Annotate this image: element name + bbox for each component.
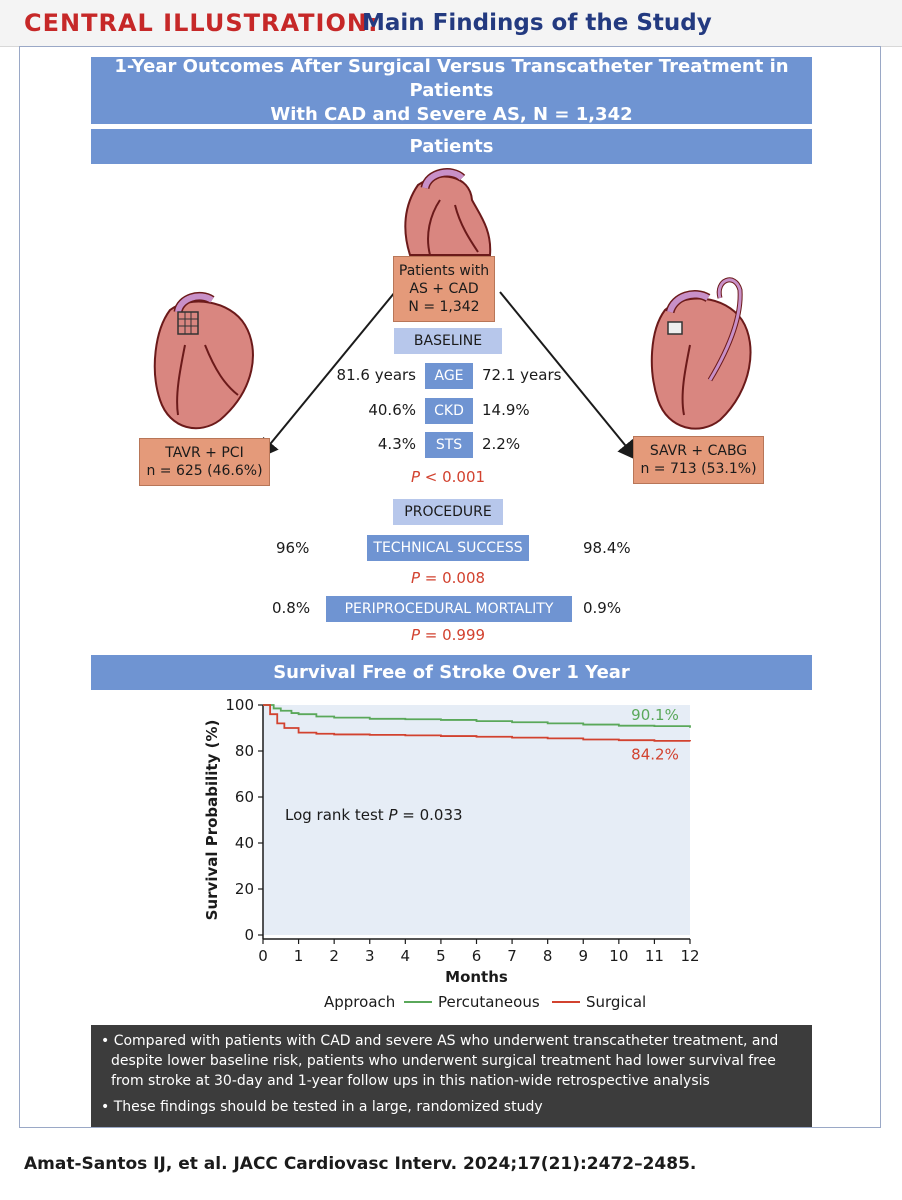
x-tick-label-2: 2: [329, 947, 339, 965]
patients-band: Patients: [91, 129, 812, 164]
legend-title: Approach: [324, 993, 396, 1011]
y-tick-label-3: 60: [234, 788, 254, 806]
technical-success-savr: 98.4%: [583, 539, 631, 557]
x-tick-label-1: 1: [293, 947, 304, 965]
x-tick-label-6: 6: [471, 947, 482, 965]
heart-stent-icon: [155, 296, 253, 428]
x-axis-label: Months: [445, 968, 508, 986]
x-tick-label-8: 8: [542, 947, 553, 965]
survival-chart: [190, 695, 710, 1020]
tavr-pci-box: [139, 438, 270, 486]
ckd-label: CKD: [425, 398, 473, 424]
study-title-line1: 1-Year Outcomes After Surgical Versus Transcatheter Treatment in Patients: [114, 55, 789, 101]
x-tick-label-7: 7: [507, 947, 517, 965]
left-box-line2: n = 625 (46.6%): [146, 463, 263, 479]
x-tick-label-10: 10: [609, 947, 629, 965]
sts-label: STS: [425, 432, 473, 458]
technical-success-p-value: P = 0.008: [410, 569, 486, 587]
right-box-line1: SAVR + CABG: [649, 443, 748, 459]
end-label-surgical: 84.2%: [631, 745, 679, 764]
legend-label-percutaneous: Percutaneous: [438, 993, 540, 1011]
center-box-line3: N = 1,342: [408, 299, 480, 315]
baseline-label: BASELINE: [394, 328, 502, 354]
study-title-line2: With CAD and Severe AS, N = 1,342: [270, 103, 633, 125]
heart-bypass-icon: [652, 280, 751, 429]
age-tavr: 81.6 years: [336, 366, 416, 384]
procedure-label: PROCEDURE: [393, 499, 503, 525]
x-tick-label-5: 5: [436, 947, 446, 965]
baseline-p-value: P < 0.001: [410, 468, 486, 486]
x-tick-label-3: 3: [364, 947, 375, 965]
header-lead: CENTRAL ILLUSTRATION:: [24, 9, 379, 37]
survival-band: Survival Free of Stroke Over 1 Year: [91, 655, 812, 690]
x-tick-label-0: 0: [258, 947, 268, 965]
y-tick-label-2: 40: [234, 834, 254, 852]
y-axis-label: Survival Probability (%): [203, 719, 221, 921]
summary-box: [91, 1025, 812, 1127]
legend-label-surgical: Surgical: [586, 993, 647, 1011]
right-box-line2: n = 713 (53.1%): [640, 461, 757, 477]
y-tick-label-4: 80: [234, 742, 254, 760]
age-savr: 72.1 years: [482, 366, 562, 384]
y-tick-label-1: 20: [234, 880, 254, 898]
sts-tavr: 4.3%: [377, 435, 416, 453]
center-patients-box: [393, 256, 495, 322]
center-box-line1: Patients with: [398, 263, 490, 279]
x-tick-label-12: 12: [680, 947, 700, 965]
heart-icon: [405, 173, 490, 255]
header-title: Main Findings of the Study: [362, 10, 712, 36]
left-box-line1: TAVR + PCI: [165, 445, 244, 461]
sts-savr: 2.2%: [482, 435, 521, 453]
end-label-percutaneous: 90.1%: [631, 705, 679, 724]
summary-point-2: • These findings should be tested in a large, randomized study: [101, 1099, 543, 1115]
ckd-tavr: 40.6%: [368, 401, 416, 419]
mortality-tavr: 0.8%: [272, 599, 311, 617]
y-tick-label-5: 100: [225, 696, 254, 714]
mortality-p-value: P = 0.999: [410, 626, 486, 644]
age-label: AGE: [425, 363, 473, 389]
citation: Amat-Santos IJ, et al. JACC Cardiovasc Interv. 2024;17(21):2472–2485.: [24, 1154, 697, 1174]
technical-success-tavr: 96%: [276, 539, 310, 557]
ckd-savr: 14.9%: [482, 401, 530, 419]
y-tick-label-0: 0: [244, 926, 254, 944]
mortality-savr: 0.9%: [583, 599, 622, 617]
log-rank-annotation: Log rank test P = 0.033: [285, 806, 463, 824]
x-tick-label-4: 4: [400, 947, 411, 965]
x-tick-label-9: 9: [578, 947, 589, 965]
x-tick-label-11: 11: [644, 947, 664, 965]
technical-success-label: TECHNICAL SUCCESS: [367, 535, 529, 561]
mortality-label: PERIPROCEDURAL MORTALITY: [326, 596, 572, 622]
summary-point-1: • Compared with patients with CAD and severe AS who underwent transcatheter treatment, and despite lower baseline risk, patients who underwent surgical treatment had lower survival free from stroke at 30-day and 1-year follow ups in this nation-wide retrospective analysis: [101, 1033, 779, 1089]
savr-cabg-box: [633, 436, 764, 484]
center-box-line2: AS + CAD: [409, 281, 479, 297]
